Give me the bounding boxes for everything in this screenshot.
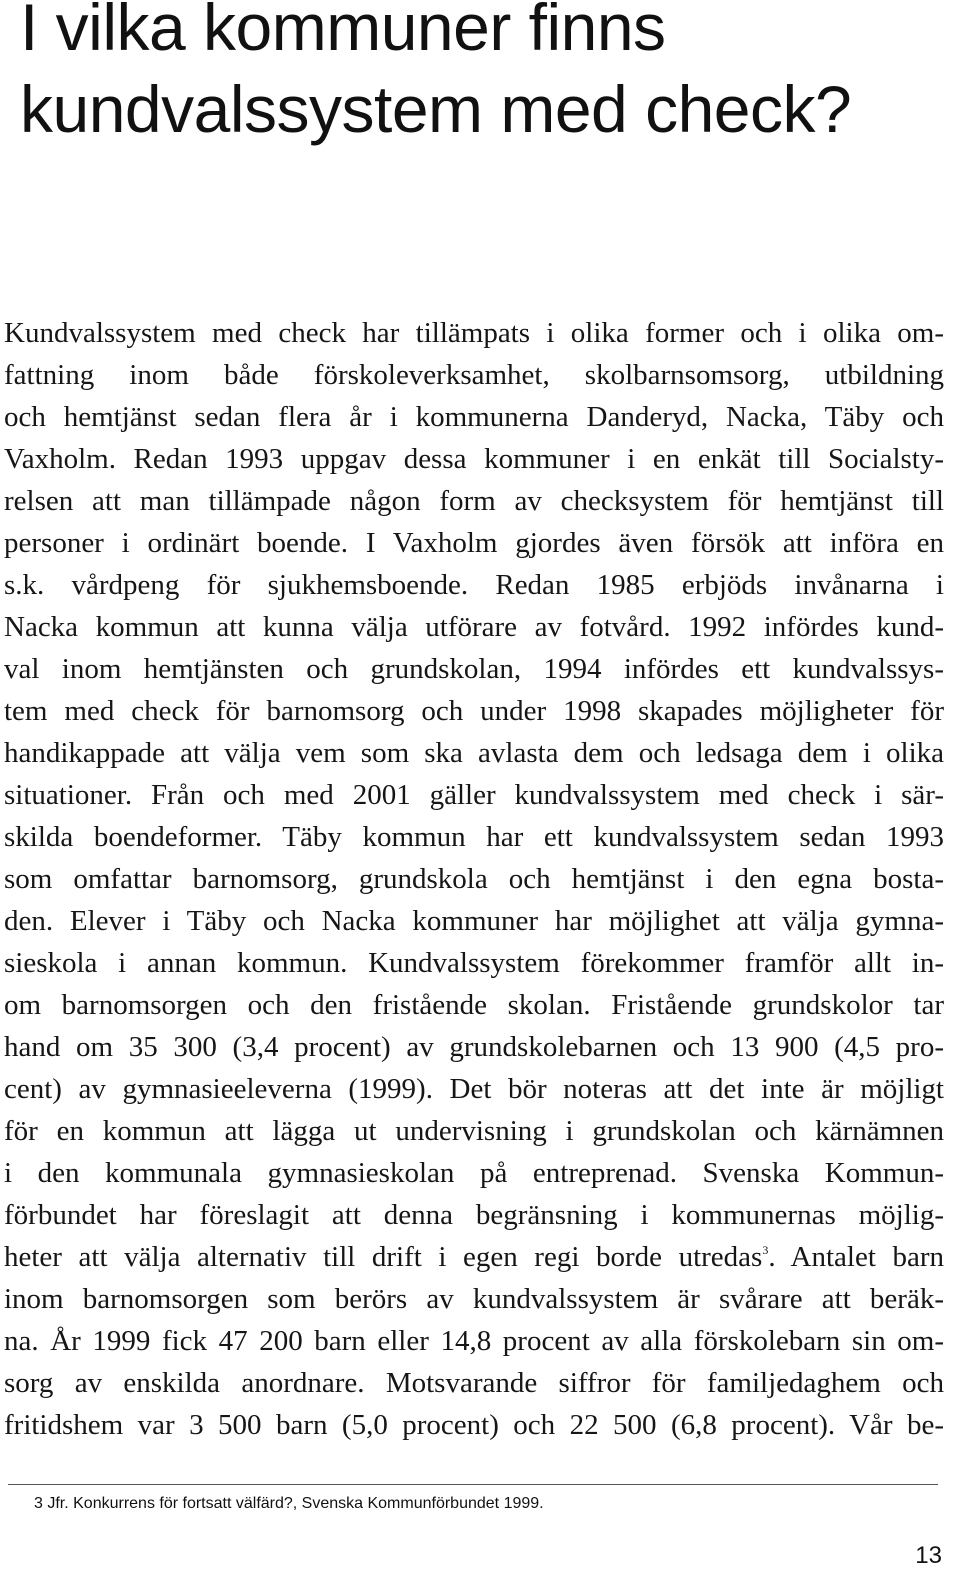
text-line: val inom hemtjänsten och grundskolan, 1994 infördes ett kundvalssys- [4, 653, 944, 685]
text-line: s.k. vårdpeng för sjukhemsboende. Redan 1985 erbjöds invånarna i [4, 569, 944, 601]
page-title [20, 0, 940, 150]
footnote-reference: 3 [762, 1243, 769, 1257]
text-line: Kundvalssystem med check har tillämpats i olika former och i olika om- [4, 317, 944, 349]
text-line: relsen att man tillämpade någon form av checksystem för hemtjänst till [4, 485, 944, 517]
text-line: skilda boendeformer. Täby kommun har ett kundvalssystem sedan 1993 [4, 821, 944, 853]
body-paragraph [4, 312, 944, 1446]
footnote: 3 Jfr. Konkurrens för fortsatt välfärd?, Svenska Kommunförbundet 1999. [34, 1495, 544, 1512]
text-line: om barnomsorgen och den fristående skolan. Fristående grundskolor tar [4, 989, 944, 1021]
text-line: sorg av enskilda anordnare. Motsvarande siffror för familjedaghem och [4, 1367, 944, 1399]
text-line: inom barnomsorgen som berörs av kundvalssystem är svårare att beräk- [4, 1283, 944, 1315]
text-line: tem med check för barnomsorg och under 1998 skapades möjligheter för [4, 695, 944, 727]
text-line: handikappade att välja vem som ska avlasta dem och ledsaga dem i olika [4, 737, 944, 769]
text-line-segment: . Antalet barn [768, 1241, 944, 1273]
text-line: som omfattar barnomsorg, grundskola och hemtjänst i den egna bosta- [4, 863, 944, 895]
text-line: i den kommunala gymnasieskolan på entreprenad. Svenska Kommun- [4, 1157, 944, 1189]
text-line: fritidshem var 3 500 barn (5,0 procent) och 22 500 (6,8 procent). Vår be- [4, 1409, 944, 1441]
text-line: Nacka kommun att kunna välja utförare av fotvård. 1992 infördes kund- [4, 611, 944, 643]
text-line: hand om 35 300 (3,4 procent) av grundskolebarnen och 13 900 (4,5 pro- [4, 1031, 944, 1063]
text-line: förbundet har föreslagit att denna begränsning i kommunernas möjlig- [4, 1199, 944, 1231]
text-line: fattning inom både förskoleverksamhet, skolbarnsomsorg, utbildning [4, 359, 944, 391]
title-line-1: I vilka kommuner finns [20, 0, 666, 64]
text-line: situationer. Från och med 2001 gäller kundvalssystem med check i sär- [4, 779, 944, 811]
text-line: sieskola i annan kommun. Kundvalssystem förekommer framför allt in- [4, 947, 944, 979]
text-line-segment: heter att välja alternativ till drift i egen regi borde utredas [4, 1241, 763, 1273]
text-line: Vaxholm. Redan 1993 uppgav dessa kommuner i en enkät till Socialsty- [4, 443, 944, 475]
text-line: den. Elever i Täby och Nacka kommuner har möjlighet att välja gymna- [4, 905, 944, 937]
text-line: för en kommun att lägga ut undervisning i grundskolan och kärnämnen [4, 1115, 944, 1147]
text-line: och hemtjänst sedan flera år i kommunerna Danderyd, Nacka, Täby och [4, 401, 944, 433]
text-line: cent) av gymnasieeleverna (1999). Det bör noteras att det inte är möjligt [4, 1073, 944, 1105]
footnote-divider [8, 1484, 938, 1485]
text-line: personer i ordinärt boende. I Vaxholm gjordes även försök att införa en [4, 527, 944, 559]
page-number: 13 [915, 1542, 942, 1569]
text-line-with-footnote [4, 1236, 944, 1278]
title-line-2: kundvalssystem med check? [20, 72, 852, 146]
text-line: na. År 1999 fick 47 200 barn eller 14,8 procent av alla förskolebarn sin om- [4, 1325, 944, 1357]
